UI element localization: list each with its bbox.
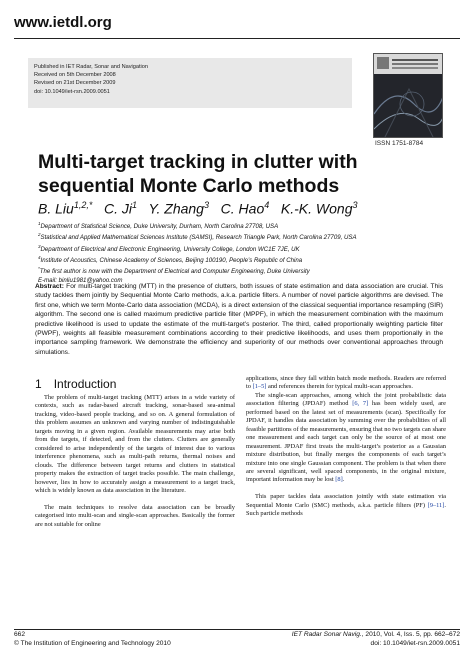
- section-heading: [35, 377, 116, 391]
- body-column-right: [246, 375, 446, 519]
- paper-title: [38, 150, 418, 198]
- footer-right: [292, 631, 460, 648]
- volume-info: , 2010, Vol. 4, Iss. 5, pp. 662–672: [361, 631, 460, 638]
- paragraph: [246, 375, 446, 392]
- author-affil-ref: 1,2,*: [73, 200, 93, 210]
- author-name: Y. Zhang: [148, 200, 204, 217]
- abstract: [35, 282, 443, 357]
- cover-radar-graphic-icon: [374, 74, 443, 138]
- paragraph-text: This paper tackles data association jointly with state estimation via Sequential Monte Carlo (SMC) methods, a.k.a. particle filters (PF): [246, 493, 446, 509]
- paragraph: The main techniques to resolve data association can be broadly categorised into multi-scan and single-scan approaches. Basically the former are not suitable for online: [35, 503, 235, 528]
- copyright-notice: © The Institution of Engineering and Technology 2010: [14, 639, 171, 647]
- affiliation-text: The first author is now with the Department of Electrical and Computer Engineering, Duke University: [39, 268, 310, 276]
- author-list: [38, 200, 358, 217]
- paragraph-text: has been widely used, are performed based on the latest set of measurements (scan). Specifically for JPDAF, it handles data association by summing over the probabilities of all feasible partitions of the measurements, ensuring that no two targets can share one measurement and each target can only be the source of at most one measurement. JPDAF first treats the multi-target’s posterior as a Gaussian mixture distribution, but finally merges the components of each target’s mixture into one single Gaussian component. The problem is that when there are several significant, well spaced components, in the original mixture, important information may be lost: [246, 400, 447, 484]
- paragraph-text: applications, since they fall within batch mode methods. Readers are referred to: [246, 375, 446, 391]
- section-number: 1: [35, 377, 42, 391]
- affiliation-item: [38, 243, 357, 254]
- affiliation-marker: 2: [38, 232, 41, 238]
- author-affil-ref: 3: [203, 200, 209, 210]
- paragraph: The problem of multi-target tracking (MTT) arises in a wide variety of contexts, such as radar-based aircraft tracking, sonar-based sea-animal tracking, video-based people tracking, and so on. A general formulation of this problem assumes an unknown and varying number of indistinguishable targets moving in a given region. Available measurements may arise both from the targets, if detected, and from the clutters. Clutters are generally considered to arise independently of the targets of interest due to various interference phenomena, such as multi-path returns, thermal noises and clouds. The difference between target returns and clutters in statistical property makes the extraction of target tracks possible. The main challenge, however, lies in how to accurately assign a measurement to a target track, which is widely known as data association in the literature.: [35, 394, 235, 494]
- paragraph-text: . Such particle methods: [246, 501, 446, 518]
- affiliation-item: [38, 231, 357, 242]
- author-email[interactable]: E-mail: binliu1981@yahoo.com: [38, 276, 123, 284]
- author-affil-ref: 1: [132, 200, 138, 210]
- abstract-text: For multi-target tracking (MTT) in the presence of clutters, both issues of state estimation and data association are crucial. This study tackles them jointly by Sequential Monte Carlo methods, a.k.a. particle filters. A number of novel particle algorithms are devised. The first one, which we term Monte-Carlo data association (MCDA), is a direct extension of the classical sequential importance resampling (SIR) algorithm. The second one is called maximum predictive particle filter (MPPF), in which the measurement combination with the maximum predictive likelihood is used to update the estimate of the multi-target’s posterior. The third, called proportionally weighting particle filter (PWPF), weights all feasible measurement combinations according to their predictive likelihoods, and uses them proportionally in the importance sampling framework. We demonstrate the efficiency and superiority of our methods over conventional approaches through simulations.: [35, 283, 443, 356]
- header-rule: [14, 38, 460, 39]
- affiliation-text: Statistical and Applied Mathematical Sciences Institute (SAMSI), Research Triangle Park, North Carolina 27709, USA: [40, 234, 357, 242]
- title-line-2: sequential Monte Carlo methods: [38, 175, 340, 197]
- issn-number: ISSN 1751-8784: [375, 140, 424, 147]
- author-affil-ref: 3: [352, 200, 358, 210]
- affiliation-text: Department of Statistical Science, Duke University, Durham, North Carolina 27708, USA: [40, 223, 279, 231]
- affiliation-marker: *: [38, 266, 40, 272]
- paragraph: [246, 392, 446, 485]
- journal-name: IET Radar Sonar Navig.: [291, 631, 362, 638]
- site-url[interactable]: www.ietdl.org: [14, 14, 112, 31]
- paragraph-text: The single-scan approaches, among which the joint probabilistic data association filtering (JPDAF) method: [246, 391, 446, 408]
- author-name: K.-K. Wong: [280, 200, 353, 217]
- publication-doi: doi: 10.1049/iet-rsn.2009.0051: [34, 88, 110, 95]
- affiliation-item: [38, 254, 357, 265]
- cover-title-lines: [392, 59, 438, 61]
- citation-link[interactable]: [8]: [335, 476, 343, 484]
- citation-link[interactable]: [1–5]: [252, 383, 267, 391]
- affiliation-list: [38, 220, 357, 285]
- affiliation-item: [38, 220, 357, 231]
- received-date: Received on 5th December 2008: [34, 72, 116, 79]
- publication-info-box: [28, 58, 352, 108]
- journal-cover-image: [373, 53, 443, 138]
- footer-doi[interactable]: doi: 10.1049/iet-rsn.2009.0051: [370, 639, 460, 647]
- citation-link[interactable]: [9–11]: [427, 501, 445, 509]
- footer-left: [14, 631, 171, 648]
- paragraph: [246, 493, 446, 518]
- author-name: B. Liu: [38, 200, 74, 217]
- citation-link[interactable]: [6, 7]: [352, 400, 369, 408]
- body-column-left: [35, 394, 235, 529]
- section-title: Introduction: [53, 377, 117, 391]
- publication-journal: Published in IET Radar, Sonar and Navigation: [34, 64, 149, 70]
- paragraph-text: .: [342, 476, 345, 484]
- revised-date: Revised on 21st December 2009: [34, 80, 116, 87]
- affiliation-marker: 1: [38, 221, 41, 226]
- page-number: 662: [14, 631, 26, 638]
- abstract-label: Abstract:: [35, 283, 64, 290]
- author-name: C. Hao: [220, 200, 265, 217]
- title-line-1: Multi-target tracking in clutter with: [38, 151, 358, 173]
- author-affil-ref: 4: [264, 200, 270, 210]
- affiliation-marker: 3: [38, 243, 41, 249]
- cover-logo-icon: [377, 57, 389, 69]
- author-name: C. Ji: [104, 200, 132, 217]
- footer-rule: [14, 629, 460, 630]
- paragraph-text: and references therein for typical multi-scan approaches.: [266, 383, 413, 391]
- affiliation-marker: 4: [38, 254, 41, 260]
- affiliation-text: Institute of Acoustics, Chinese Academy of Sciences, Beijing 100190, People’s Republic of China: [40, 257, 303, 265]
- affiliation-item: [38, 265, 357, 276]
- affiliation-text: Department of Electrical and Electronic Engineering, University College, London WC1E 7JE, UK: [40, 245, 300, 253]
- journal-citation: [292, 631, 460, 640]
